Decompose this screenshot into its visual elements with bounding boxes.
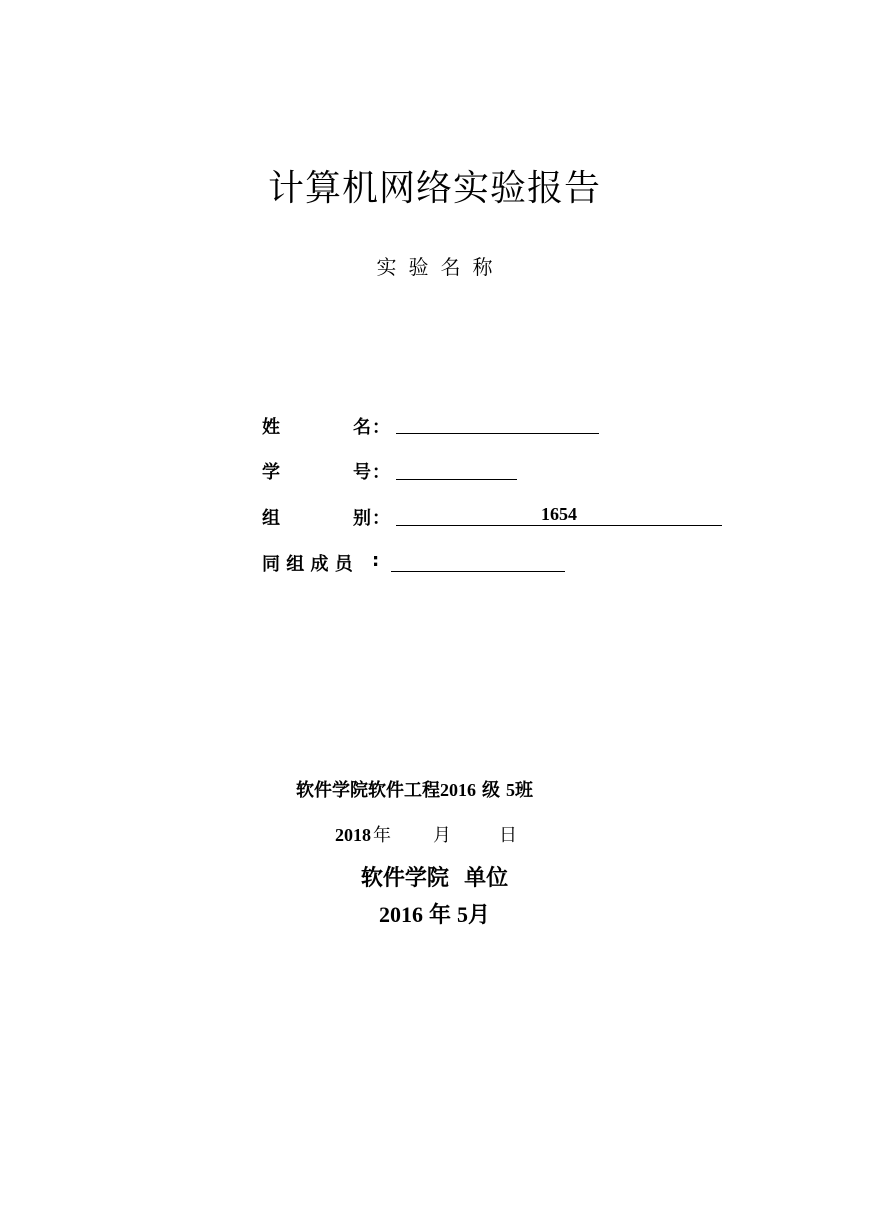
student-id-label-char2: 号 — [353, 462, 371, 483]
members-field[interactable] — [391, 549, 565, 572]
members-label: 同 组 成 员 — [262, 554, 353, 575]
student-id-label-char1: 学 — [262, 462, 280, 483]
class-line — [296, 776, 533, 802]
class-line-number: 5 — [506, 780, 515, 800]
class-line-school: 软件学院软件工程 — [296, 780, 440, 801]
date-month-word: 月 — [433, 825, 451, 846]
date-year: 2018 — [335, 825, 371, 845]
unit-line: 软件学院 单位 — [360, 866, 509, 891]
final-date-month: 5 — [457, 902, 468, 927]
group-field[interactable]: 1654 — [396, 503, 722, 526]
members-colon: : — [372, 550, 380, 571]
group-label-char2: 别 — [353, 508, 371, 529]
final-date-year-word: 年 — [428, 903, 451, 928]
name-colon: ： — [372, 417, 390, 438]
name-label-char1: 姓 — [262, 417, 280, 438]
student-id-field[interactable] — [396, 457, 517, 480]
student-id-colon: ： — [372, 462, 390, 483]
group-colon: ： — [372, 508, 390, 529]
date-line — [335, 821, 517, 847]
final-date-year: 2016 — [378, 902, 423, 927]
report-title: 计算机网络实验报告 — [267, 168, 601, 209]
name-field[interactable] — [396, 411, 599, 434]
group-label-char1: 组 — [262, 508, 280, 529]
experiment-name-label: 实验名称 — [376, 255, 505, 279]
date-year-word: 年 — [373, 825, 391, 846]
class-line-year: 2016 — [440, 780, 476, 800]
class-line-class: 班 — [515, 780, 533, 801]
name-label-char2: 名 — [353, 417, 371, 438]
final-date-month-word: 月 — [468, 903, 491, 928]
date-day-word: 日 — [499, 825, 517, 846]
class-line-grade: 级 — [482, 780, 500, 801]
final-date — [0, 898, 869, 929]
